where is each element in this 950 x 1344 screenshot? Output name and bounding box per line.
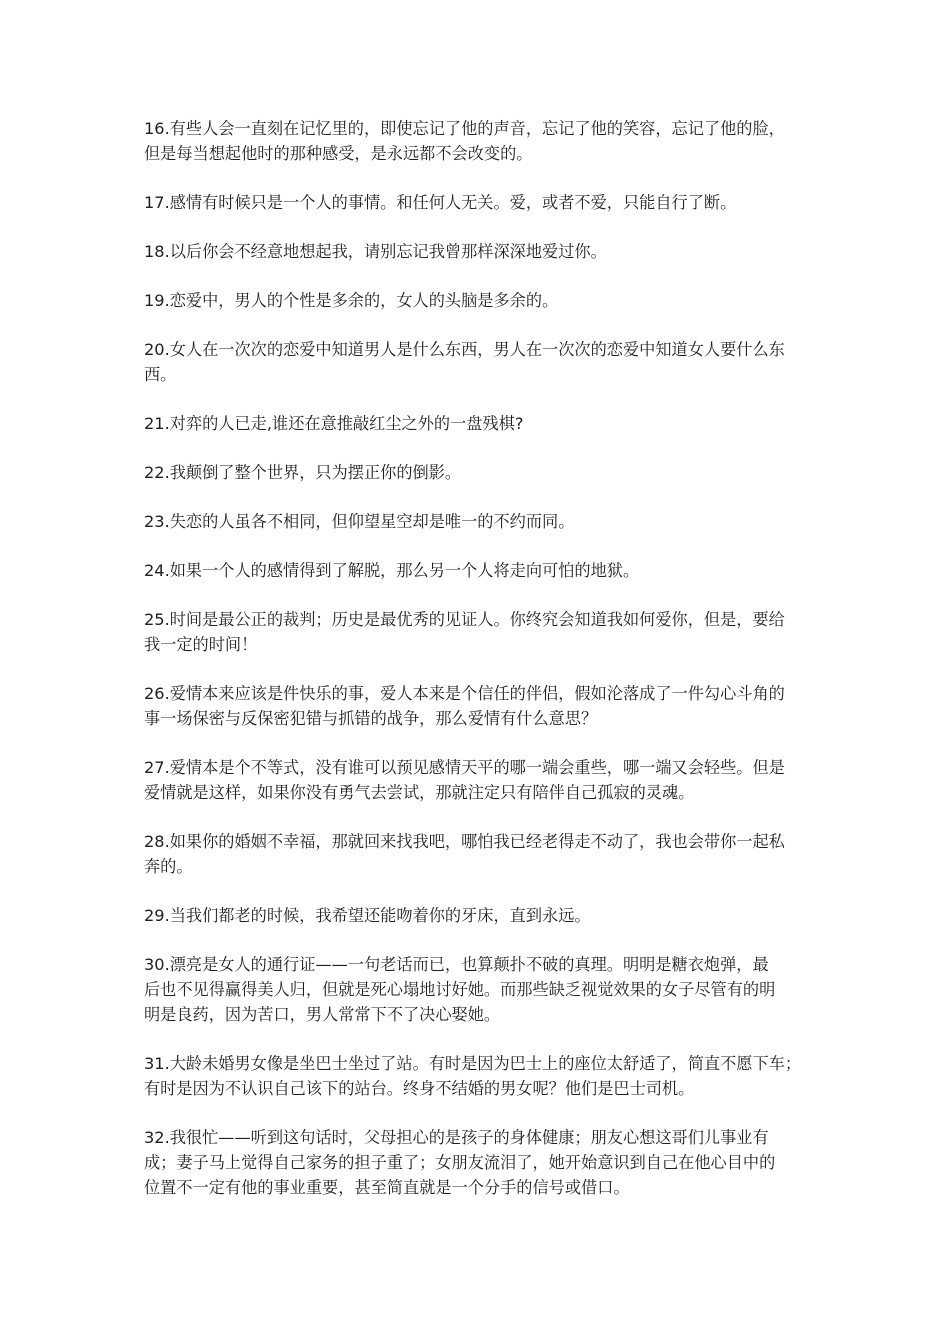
paragraph-27: 27.爱情本是个不等式，没有谁可以预见感情天平的哪一端会重些，哪一端又会轻些。但是 爱情就是这样，如果你没有勇气去尝试，那就注定只有陪伴自己孤寂的灵魂。 (144, 758, 785, 802)
document-body (144, 116, 824, 1224)
paragraph-29: 29.当我们都老的时候，我希望还能吻着你的牙床，直到永远。 (144, 906, 591, 925)
paragraph-18: 18.以后你会不经意地想起我，请别忘记我曾那样深深地爱过你。 (144, 242, 607, 261)
paragraph-23: 23.失恋的人虽各不相同，但仰望星空却是唯一的不约而同。 (144, 512, 575, 531)
paragraph-16: 16.有些人会一直刻在记忆里的，即使忘记了他的声音，忘记了他的笑容，忘记了他的脸， 但是每当想起他时的那种感受，是永远都不会改变的。 (144, 119, 785, 163)
paragraph-31: 31.大龄未婚男女像是坐巴士坐过了站。有时是因为巴士上的座位太舒适了，简直不愿下车； 有时是因为不认识自己该下的站台。终身不结婚的男女呢？他们是巴士司机。 (144, 1054, 802, 1098)
paragraph-28: 28.如果你的婚姻不幸福，那就回来找我吧，哪怕我已经老得走不动了，我也会带你一起私 奔的。 (144, 832, 785, 876)
paragraph-17: 17.感情有时候只是一个人的事情。和任何人无关。爱，或者不爱，只能自行了断。 (144, 193, 737, 212)
paragraph-24: 24.如果一个人的感情得到了解脱，那么另一个人将走向可怕的地狱。 (144, 561, 640, 580)
paragraph-21: 21.对弈的人已走,谁还在意推敲红尘之外的一盘残棋? (144, 414, 524, 433)
paragraph-25: 25.时间是最公正的裁判；历史是最优秀的见证人。你终究会知道我如何爱你，但是，要给 我一定的时间！ (144, 610, 785, 654)
paragraph-19: 19.恋爱中，男人的个性是多余的，女人的头脑是多余的。 (144, 291, 559, 310)
paragraph-30: 30.漂亮是女人的通行证——一句老话而已，也算颠扑不破的真理。明明是糖衣炮弹，最 后也不见得赢得美人归，但就是死心塌地讨好她。而那些缺乏视觉效果的女子尽管有的明 明是良药，因为苦口，男人常常下不了决心娶她。 (144, 955, 776, 1024)
paragraph-32: 32.我很忙——听到这句话时，父母担心的是孩子的身体健康；朋友心想这哥们儿事业有 成；妻子马上觉得自己家务的担子重了；女朋友流泪了，她开始意识到自己在他心目中的 位置不一定有他的事业重要，甚至简直就是一个分手的信号或借口。 (144, 1128, 776, 1197)
paragraph-26: 26.爱情本来应该是件快乐的事，爱人本来是个信任的伴侣，假如沦落成了一件勾心斗角的 事一场保密与反保密犯错与抓错的战争，那么爱情有什么意思？ (144, 684, 785, 728)
paragraph-20: 20.女人在一次次的恋爱中知道男人是什么东西，男人在一次次的恋爱中知道女人要什么东 西。 (144, 340, 785, 384)
paragraph-22: 22.我颠倒了整个世界，只为摆正你的倒影。 (144, 463, 462, 482)
